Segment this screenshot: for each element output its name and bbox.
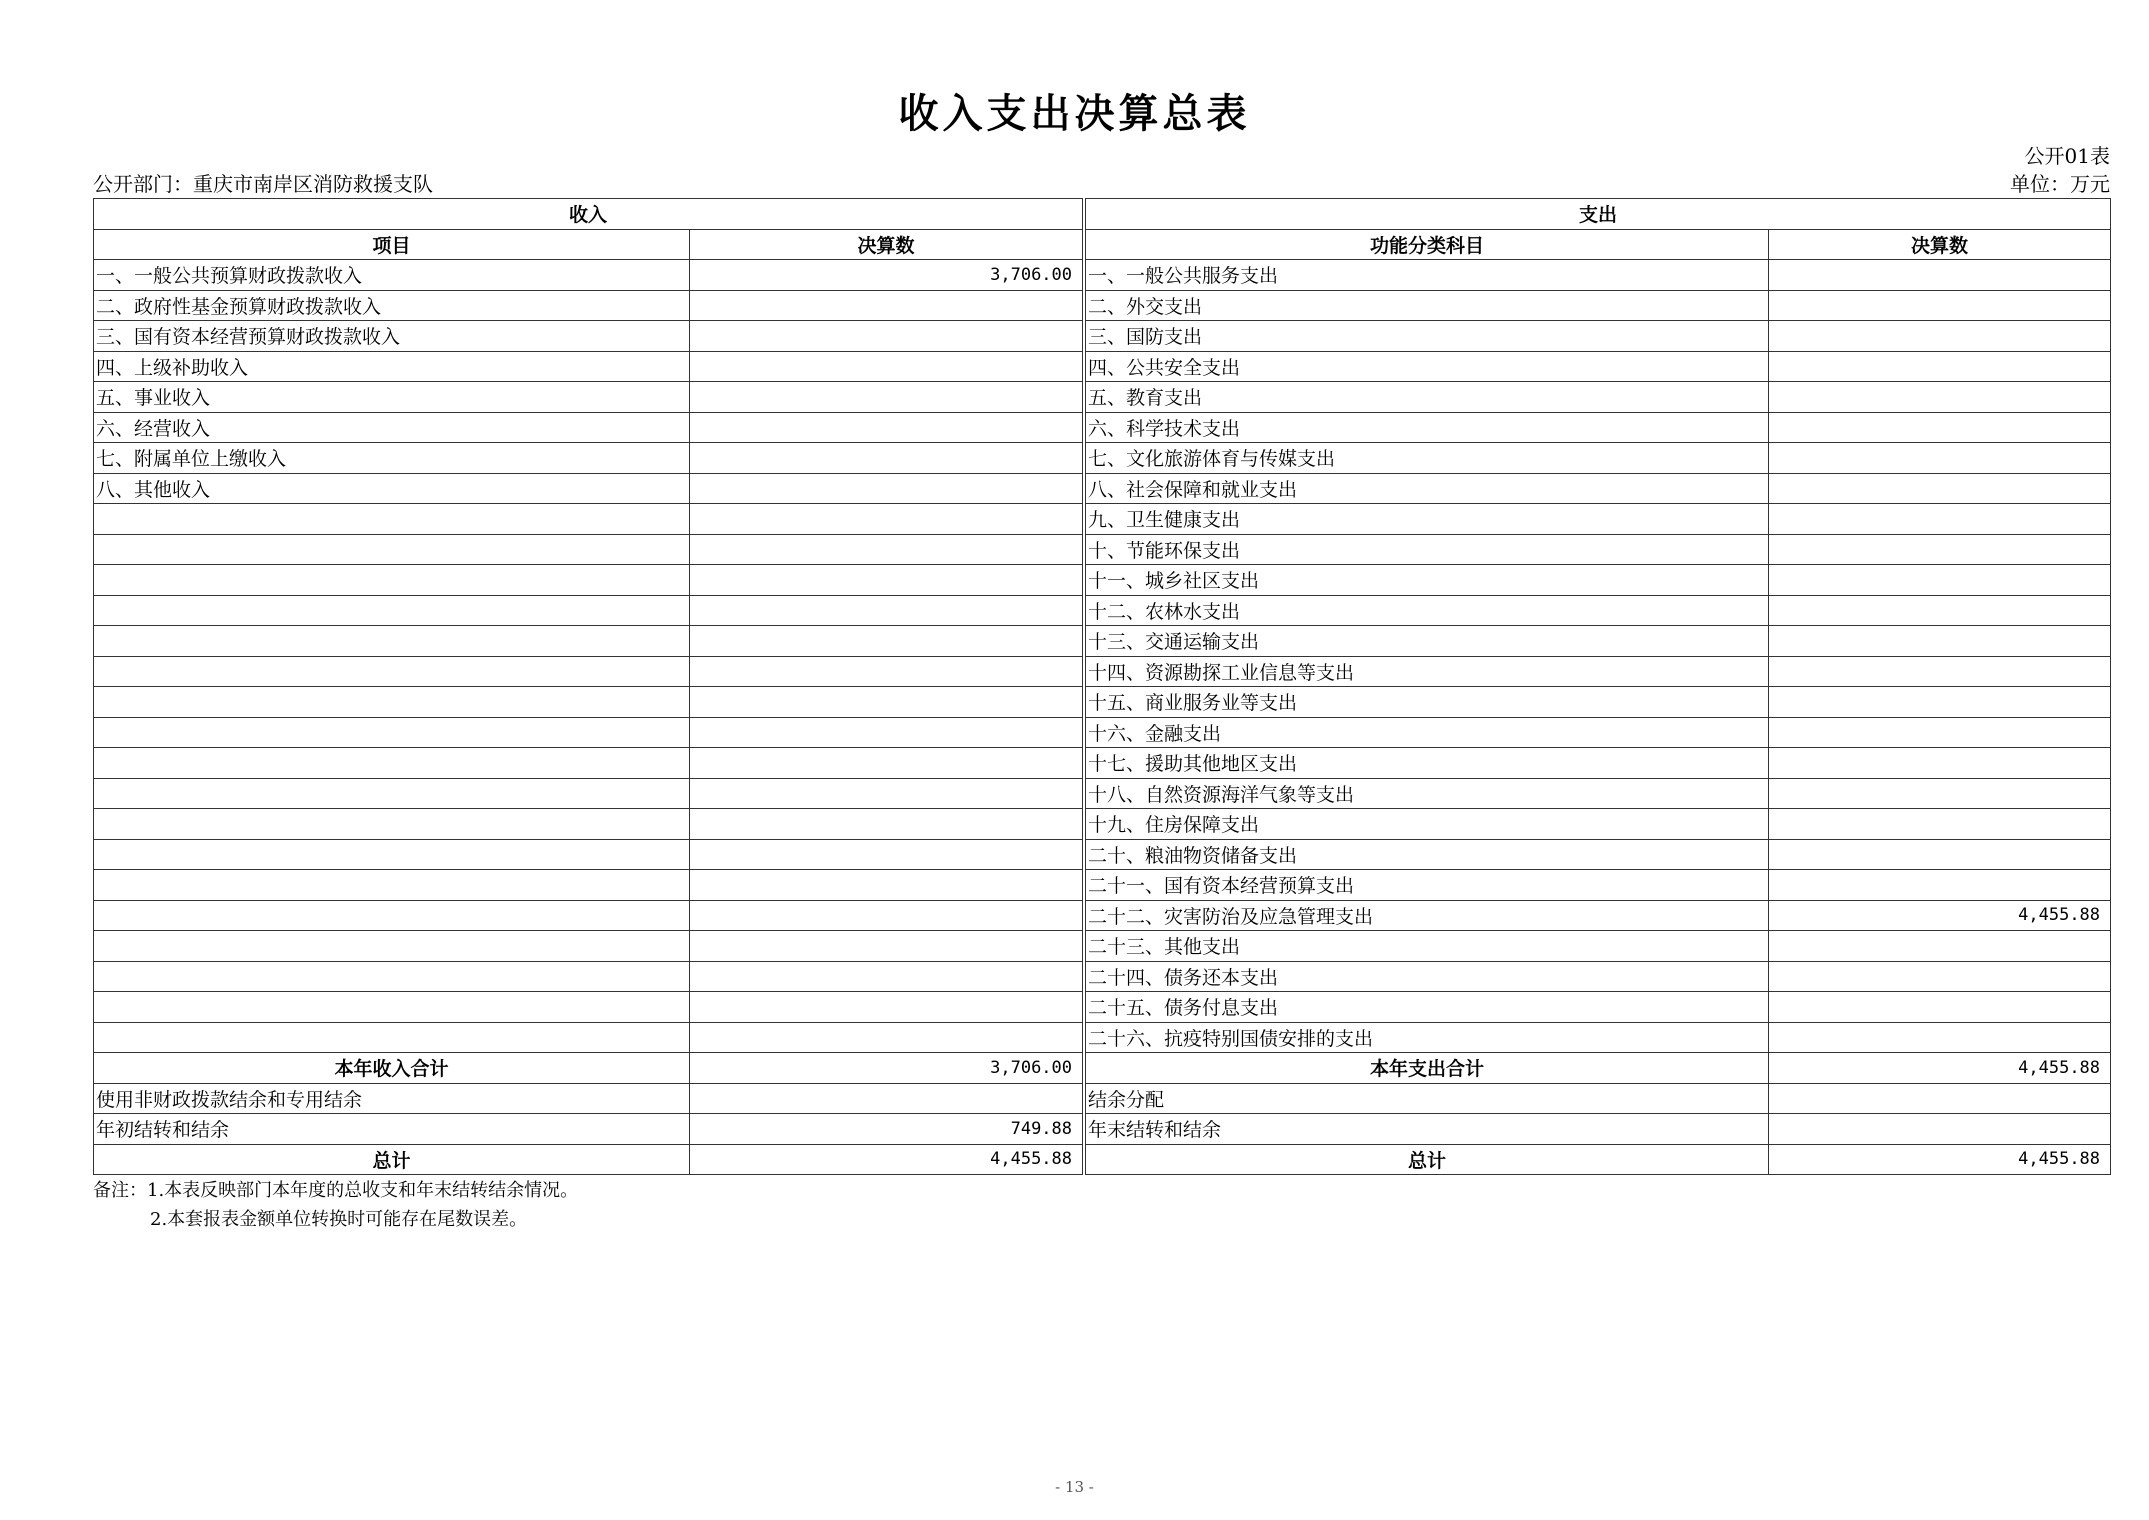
income-amount-cell: 749.88 — [690, 1114, 1083, 1145]
expense-amount-cell — [1769, 992, 2111, 1023]
balance-row — [94, 1114, 2111, 1145]
expense-item-cell: 六、科学技术支出 — [1086, 412, 1769, 443]
table-row — [94, 382, 2111, 413]
expense-amount-cell — [1769, 839, 2111, 870]
expense-item-cell: 结余分配 — [1086, 1083, 1769, 1114]
income-amount-cell — [690, 870, 1083, 901]
expense-item-cell: 十四、资源勘探工业信息等支出 — [1086, 656, 1769, 687]
expense-amount-cell — [1769, 443, 2111, 474]
table-row — [94, 778, 2111, 809]
expense-amount-cell — [1769, 290, 2111, 321]
expense-item-cell: 九、卫生健康支出 — [1086, 504, 1769, 535]
expense-item-cell: 二十一、国有资本经营预算支出 — [1086, 870, 1769, 901]
expense-item-cell: 二十、粮油物资储备支出 — [1086, 839, 1769, 870]
expense-amount-cell — [1769, 534, 2111, 565]
income-subtotal-value: 3,706.00 — [690, 1053, 1083, 1084]
expense-item-cell: 三、国防支出 — [1086, 321, 1769, 352]
income-item-cell: 使用非财政拨款结余和专用结余 — [94, 1083, 690, 1114]
income-item-cell — [94, 626, 690, 657]
expense-amount-cell — [1769, 412, 2111, 443]
table-row — [94, 748, 2111, 779]
income-amount-cell — [690, 351, 1083, 382]
table-row — [94, 1022, 2111, 1053]
income-amount-cell — [690, 412, 1083, 443]
income-item-cell — [94, 595, 690, 626]
income-item-cell — [94, 534, 690, 565]
income-amount-cell — [690, 1083, 1083, 1114]
expense-item-cell: 十五、商业服务业等支出 — [1086, 687, 1769, 718]
income-item-cell — [94, 504, 690, 535]
income-amount-cell — [690, 565, 1083, 596]
page-title: 收入支出决算总表 — [898, 91, 1251, 137]
expense-amount-cell — [1769, 687, 2111, 718]
form-number: 公开01表 — [2024, 144, 2110, 168]
income-item-column-header: 项目 — [94, 229, 690, 260]
income-amount-column-header: 决算数 — [690, 229, 1083, 260]
income-amount-cell — [690, 473, 1083, 504]
income-header: 收入 — [94, 199, 1083, 230]
table-row — [94, 839, 2111, 870]
table-row — [94, 870, 2111, 901]
table-row — [94, 290, 2111, 321]
expense-amount-cell — [1769, 1114, 2111, 1145]
table-row — [94, 809, 2111, 840]
table-row — [94, 473, 2111, 504]
table-row — [94, 504, 2111, 535]
expense-header: 支出 — [1086, 199, 2111, 230]
table-row — [94, 900, 2111, 931]
table-row — [94, 992, 2111, 1023]
expense-item-cell: 十、节能环保支出 — [1086, 534, 1769, 565]
income-item-cell — [94, 717, 690, 748]
table-row — [94, 412, 2111, 443]
income-amount-cell — [690, 717, 1083, 748]
expense-amount-cell — [1769, 748, 2111, 779]
expense-amount-cell — [1769, 382, 2111, 413]
expense-amount-cell — [1769, 809, 2111, 840]
table-row — [94, 717, 2111, 748]
expense-item-cell: 十二、农林水支出 — [1086, 595, 1769, 626]
expense-total-label: 总计 — [1086, 1144, 1769, 1175]
expense-amount-cell — [1769, 778, 2111, 809]
expense-item-cell: 十六、金融支出 — [1086, 717, 1769, 748]
total-row — [94, 1144, 2111, 1175]
subtotal-row — [94, 1053, 2111, 1084]
table-header-row — [94, 199, 2111, 230]
table-row — [94, 595, 2111, 626]
income-item-cell: 四、上级补助收入 — [94, 351, 690, 382]
table-row — [94, 931, 2111, 962]
income-item-cell — [94, 961, 690, 992]
income-item-cell — [94, 656, 690, 687]
table-row — [94, 443, 2111, 474]
expense-amount-cell — [1769, 565, 2111, 596]
income-item-cell: 八、其他收入 — [94, 473, 690, 504]
income-amount-cell — [690, 748, 1083, 779]
income-item-cell — [94, 565, 690, 596]
table-row — [94, 656, 2111, 687]
table-row — [94, 321, 2111, 352]
income-amount-cell — [690, 992, 1083, 1023]
note-1: 备注：1.本表反映部门本年度的总收支和年末结转结余情况。 — [93, 1180, 579, 1201]
expense-amount-cell — [1769, 626, 2111, 657]
table-row — [94, 351, 2111, 382]
income-expense-table — [93, 198, 2111, 1175]
income-amount-cell — [690, 1022, 1083, 1053]
expense-amount-cell: 4,455.88 — [1769, 900, 2111, 931]
income-item-cell — [94, 1022, 690, 1053]
income-item-cell — [94, 748, 690, 779]
income-item-cell: 二、政府性基金预算财政拨款收入 — [94, 290, 690, 321]
income-item-cell — [94, 687, 690, 718]
department-label: 公开部门：重庆市南岸区消防救援支队 — [93, 172, 433, 196]
income-amount-cell — [690, 626, 1083, 657]
expense-amount-cell — [1769, 504, 2111, 535]
expense-amount-cell — [1769, 961, 2111, 992]
table-row — [94, 687, 2111, 718]
expense-subtotal-value: 4,455.88 — [1769, 1053, 2111, 1084]
income-amount-cell — [690, 931, 1083, 962]
expense-item-cell: 十八、自然资源海洋气象等支出 — [1086, 778, 1769, 809]
income-item-cell — [94, 839, 690, 870]
expense-item-cell: 二十二、灾害防治及应急管理支出 — [1086, 900, 1769, 931]
income-total-value: 4,455.88 — [690, 1144, 1083, 1175]
expense-subtotal-label: 本年支出合计 — [1086, 1053, 1769, 1084]
expense-item-cell: 十九、住房保障支出 — [1086, 809, 1769, 840]
income-amount-cell — [690, 504, 1083, 535]
income-total-label: 总计 — [94, 1144, 690, 1175]
expense-amount-cell — [1769, 931, 2111, 962]
expense-item-cell: 四、公共安全支出 — [1086, 351, 1769, 382]
income-item-cell: 七、附属单位上缴收入 — [94, 443, 690, 474]
expense-amount-cell — [1769, 717, 2111, 748]
table-row — [94, 260, 2111, 291]
expense-amount-cell — [1769, 656, 2111, 687]
expense-item-cell: 二十三、其他支出 — [1086, 931, 1769, 962]
income-item-cell — [94, 870, 690, 901]
expense-amount-cell — [1769, 1022, 2111, 1053]
income-item-cell: 三、国有资本经营预算财政拨款收入 — [94, 321, 690, 352]
income-item-cell: 五、事业收入 — [94, 382, 690, 413]
expense-total-value: 4,455.88 — [1769, 1144, 2111, 1175]
expense-amount-cell — [1769, 321, 2111, 352]
income-item-cell: 一、一般公共预算财政拨款收入 — [94, 260, 690, 291]
expense-amount-cell — [1769, 870, 2111, 901]
expense-item-cell: 十七、援助其他地区支出 — [1086, 748, 1769, 779]
expense-item-cell: 二十五、债务付息支出 — [1086, 992, 1769, 1023]
income-amount-cell — [690, 443, 1083, 474]
income-item-cell: 年初结转和结余 — [94, 1114, 690, 1145]
expense-item-cell: 十一、城乡社区支出 — [1086, 565, 1769, 596]
expense-item-cell: 五、教育支出 — [1086, 382, 1769, 413]
expense-item-cell: 十三、交通运输支出 — [1086, 626, 1769, 657]
expense-item-cell: 一、一般公共服务支出 — [1086, 260, 1769, 291]
income-amount-cell — [690, 961, 1083, 992]
income-item-cell — [94, 992, 690, 1023]
expense-amount-cell — [1769, 595, 2111, 626]
table-row — [94, 961, 2111, 992]
expense-item-cell: 年末结转和结余 — [1086, 1114, 1769, 1145]
income-item-cell — [94, 809, 690, 840]
expense-amount-cell — [1769, 473, 2111, 504]
table-row — [94, 534, 2111, 565]
balance-row — [94, 1083, 2111, 1114]
income-amount-cell — [690, 778, 1083, 809]
income-amount-cell — [690, 595, 1083, 626]
income-subtotal-label: 本年收入合计 — [94, 1053, 690, 1084]
expense-amount-column-header: 决算数 — [1769, 229, 2111, 260]
expense-item-cell: 八、社会保障和就业支出 — [1086, 473, 1769, 504]
expense-amount-cell — [1769, 260, 2111, 291]
expense-amount-cell — [1769, 351, 2111, 382]
income-amount-cell — [690, 900, 1083, 931]
notes — [93, 1176, 578, 1234]
income-amount-cell — [690, 534, 1083, 565]
income-amount-cell — [690, 687, 1083, 718]
income-item-cell — [94, 778, 690, 809]
page-number: - 13 - — [1055, 1478, 1094, 1496]
table-row — [94, 626, 2111, 657]
income-amount-cell — [690, 382, 1083, 413]
income-item-cell: 六、经营收入 — [94, 412, 690, 443]
income-item-cell — [94, 931, 690, 962]
expense-item-cell: 七、文化旅游体育与传媒支出 — [1086, 443, 1769, 474]
expense-item-cell: 二十六、抗疫特别国债安排的支出 — [1086, 1022, 1769, 1053]
income-amount-cell — [690, 809, 1083, 840]
income-amount-cell — [690, 839, 1083, 870]
income-item-cell — [94, 900, 690, 931]
expense-item-column-header: 功能分类科目 — [1086, 229, 1769, 260]
unit-label: 单位：万元 — [2010, 172, 2110, 196]
table-row — [94, 565, 2111, 596]
income-amount-cell — [690, 290, 1083, 321]
income-amount-cell: 3,706.00 — [690, 260, 1083, 291]
expense-item-cell: 二十四、债务还本支出 — [1086, 961, 1769, 992]
note-2: 2.本套报表金额单位转换时可能存在尾数误差。 — [150, 1209, 528, 1230]
expense-item-cell: 二、外交支出 — [1086, 290, 1769, 321]
table-subheader-row — [94, 229, 2111, 260]
income-amount-cell — [690, 656, 1083, 687]
income-amount-cell — [690, 321, 1083, 352]
expense-amount-cell — [1769, 1083, 2111, 1114]
